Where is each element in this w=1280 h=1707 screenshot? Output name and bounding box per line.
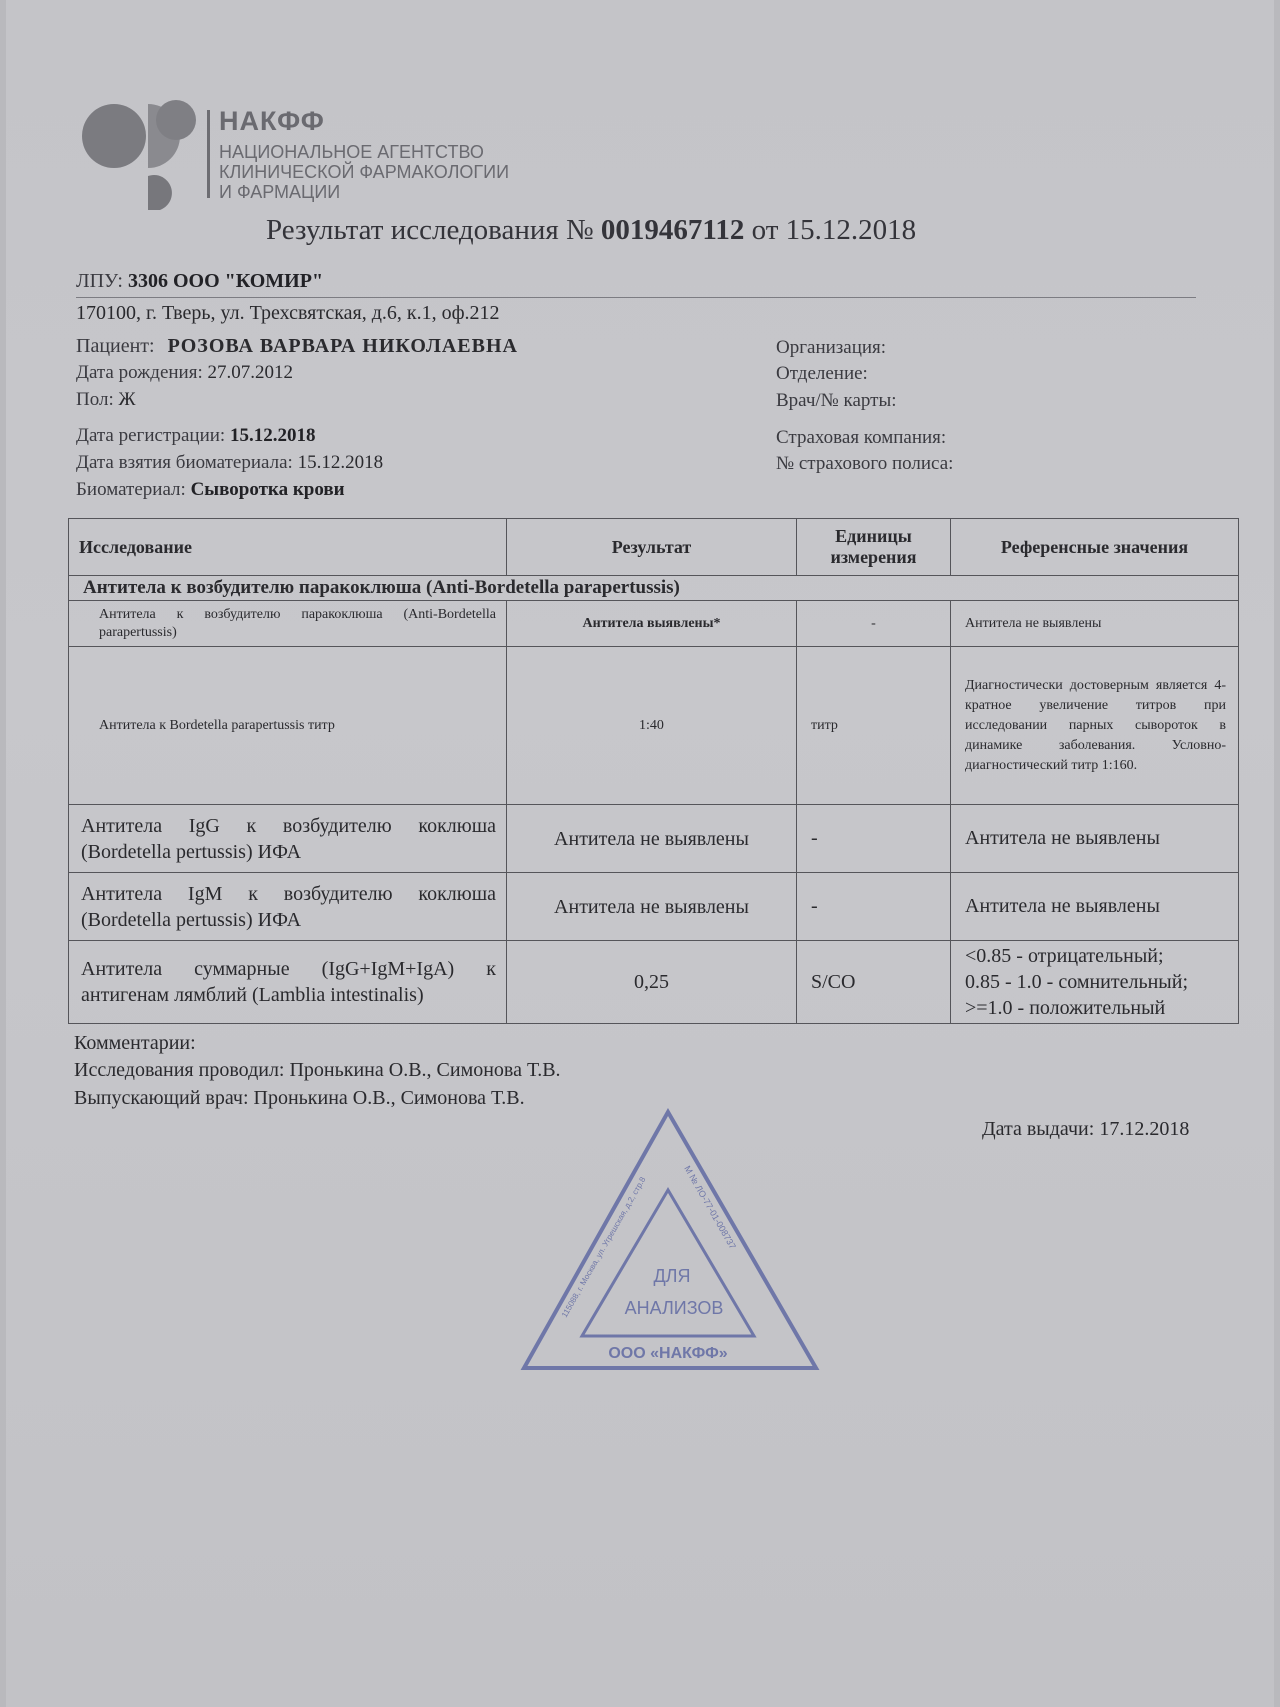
test-reference: Антитела не выявлены [951,873,1239,941]
stamp-right-textpath: М № ЛО-77-01-008737 [682,1164,738,1251]
group-row [69,576,1239,601]
test-units: S/CO [797,941,951,1024]
table-row [69,601,1239,647]
issuing-doctor: Выпускающий врач: Пронькина О.В., Симонова Т.В. [74,1087,525,1109]
sex-row [76,389,136,411]
registration-date: 15.12.2018 [229,425,316,446]
registration-label: Дата регистрации: [76,425,226,446]
document-title [266,214,916,247]
test-name: Антитела IgM к возбудителю коклюша (Bordetella pertussis) ИФА [69,873,507,941]
group-title: Антитела к возбудителю паракоклюша (Anti-Bordetella parapertussis) [69,576,1239,601]
performed-by: Исследования проводил: Пронькина О.В., Симонова Т.В. [74,1059,561,1081]
lpu-label: ЛПУ: [76,270,123,292]
nakff-logo-icon [80,98,200,210]
stamp-org: ООО «НАКФФ» [608,1345,728,1362]
issue-date: 17.12.2018 [1099,1118,1190,1140]
biomaterial-label: Биоматериал: [76,479,186,500]
doctor-card-label: Врач/№ карты: [776,390,897,411]
stamp-left-textpath: 115088, г. Москва, ул. Угрешская, д.2, стр.8 [559,1175,648,1319]
test-name: Антитела к возбудителю паракоклюша (Anti-Bordetella parapertussis) [69,601,507,647]
test-name: Антитела суммарные (IgG+IgM+IgA) к антигенам лямблий (Lamblia intestinalis) [69,941,507,1024]
header-units-line-2: измерения [830,547,917,567]
results-table [68,518,1239,1024]
table-row [69,647,1239,805]
test-result: Антитела выявлены* [507,601,797,647]
sample-label: Дата взятия биоматериала: [76,452,293,473]
issue-date-row [982,1118,1189,1141]
logo-abbreviation: НАКФФ [219,106,325,136]
document-sheet [6,0,1274,1707]
birth-date: 27.07.2012 [207,362,293,383]
test-units: - [797,601,951,647]
test-reference [951,941,1239,1024]
logo-line-2: КЛИНИЧЕСКОЙ ФАРМАКОЛОГИИ [219,162,510,182]
test-result: Антитела не выявлены [507,805,797,873]
stamp-line-1: ДЛЯ [653,1266,691,1286]
lpu-value: 3306 ООО "КОМИР" [127,270,324,292]
stamp-line-2: АНАЛИЗОВ [624,1298,724,1318]
reference-negative: <0.85 - отрицательный; [965,945,1164,967]
table-row [69,941,1239,1024]
table-row [69,873,1239,941]
biomaterial-value: Сыворотка крови [190,479,345,500]
result-number: 0019467112 [600,214,745,246]
lab-stamp [514,1104,826,1376]
stamp-outer-triangle [524,1112,816,1368]
title-date: 15.12.2018 [785,214,917,246]
department-label: Отделение: [776,363,868,384]
test-reference: Диагностически достоверным является 4-кратное увеличение титров при исследовании парных сывороток в динамике заболевания. Условно-диагностический титр 1:160. [951,647,1239,805]
test-units: титр [797,647,951,805]
birth-label: Дата рождения: [76,362,203,383]
sex-label: Пол: [76,389,114,410]
test-result: Антитела не выявлены [507,873,797,941]
patient-row [76,335,518,358]
logo-line-1: НАЦИОНАЛЬНОЕ АГЕНТСТВО [219,142,484,162]
insurance-label: Страховая компания: [776,427,947,448]
header-units-line-1: Единицы [835,526,912,546]
biomaterial-row [76,479,345,501]
comments-label: Комментарии: [74,1032,196,1054]
test-units: - [797,805,951,873]
test-reference: Антитела не выявлены [951,805,1239,873]
test-name: Антитела IgG к возбудителю коклюша (Bordetella pertussis) ИФА [69,805,507,873]
header-reference: Референсные значения [951,519,1239,576]
sample-row [76,452,383,474]
stamp-right-text [682,1164,738,1251]
test-result: 1:40 [507,647,797,805]
table-header-row [69,519,1239,576]
issue-date-label: Дата выдачи: [982,1118,1095,1140]
test-name: Антитела к Bordetella parapertussis титр [69,647,507,805]
table-row [69,805,1239,873]
sample-date: 15.12.2018 [297,452,384,473]
test-reference: Антитела не выявлены [951,601,1239,647]
test-result: 0,25 [507,941,797,1024]
title-date-prefix: от [751,214,779,246]
birth-row [76,362,293,384]
header-units [797,519,951,576]
organization-label: Организация: [776,337,887,358]
policy-label: № страхового полиса: [776,453,954,474]
reference-doubtful: 0.85 - 1.0 - сомнительный; [965,971,1188,993]
header-result: Результат [507,519,797,576]
patient-label: Пациент: [76,335,155,357]
lpu-address: 170100, г. Тверь, ул. Трехсвятская, д.6, к.1, оф.212 [76,302,500,324]
sex-value: Ж [118,389,136,410]
logo-divider [207,110,210,198]
header-divider [76,297,1196,298]
header-test: Исследование [69,519,507,576]
logo-line-3: И ФАРМАЦИИ [219,182,341,202]
title-prefix: Результат исследования № [266,214,594,246]
patient-name: РОЗОВА ВАРВАРА НИКОЛАЕВНА [167,335,518,357]
registration-row [76,425,315,447]
lpu-row [76,270,323,293]
test-units: - [797,873,951,941]
reference-positive: >=1.0 - положительный [965,997,1166,1019]
